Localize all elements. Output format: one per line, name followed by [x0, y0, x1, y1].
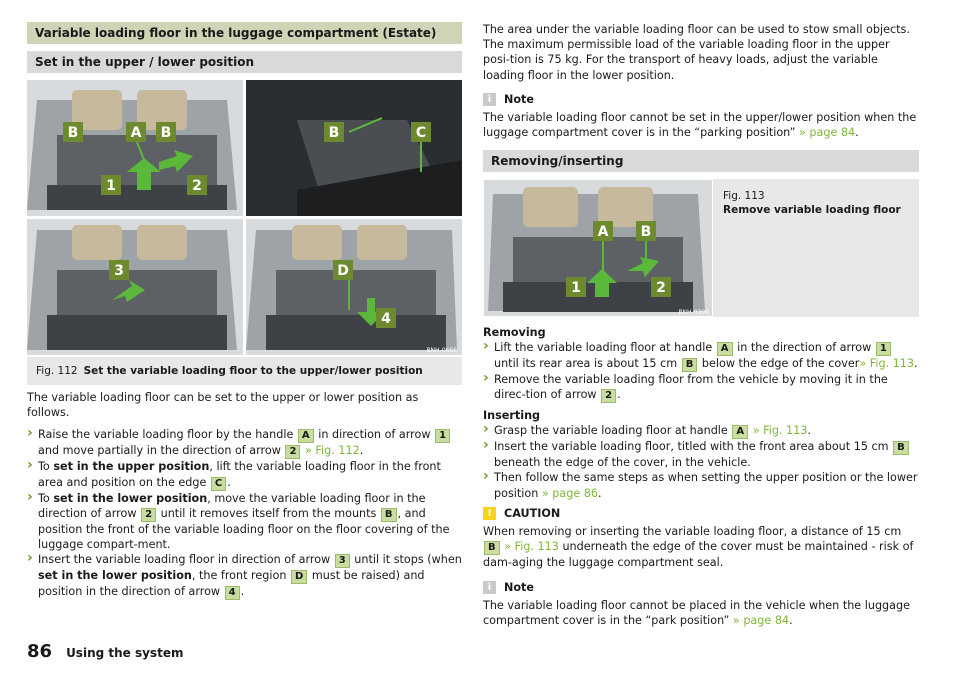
key-4: 4	[225, 586, 240, 600]
info-icon: i	[483, 93, 496, 106]
figure-112-title: Set the variable loading floor to the upper/lower position	[83, 365, 423, 377]
figure-112	[27, 80, 462, 355]
step-list-item: › To set in the lower position, move the variable loading floor in the direction of arrow 2 until it removes itself from the mounts B , and position the front of the variable loading floor on the floor covering of the luggage compart-ment.	[27, 491, 462, 553]
right-intro: The area under the variable loading floor can be used to stow small objects. The maximum permissible load of the variable loading floor in the upper posi-tion is 75 kg. For the transport of heavy loads, adjust the variable loading floor in the lower position.	[483, 23, 910, 82]
step-list-item: › To set in the upper position, lift the variable loading floor in the front area and position on the edge C .	[27, 459, 462, 490]
removing-heading: Removing	[483, 326, 546, 339]
fig-112-link[interactable]: » Fig. 112	[305, 444, 360, 458]
subsection-title: Set in the upper / lower position	[27, 51, 462, 73]
left-intro: The variable loading floor can be set to the upper or lower position as follows.	[27, 391, 419, 420]
note-2-text: The variable loading floor cannot be placed in the vehicle when the luggage compartment cover is in the “park position” » page 84.	[483, 599, 910, 628]
key-1: 1	[876, 342, 891, 356]
figure-113-caption	[723, 189, 901, 217]
key-a: A	[298, 429, 314, 443]
key-d: D	[291, 570, 307, 584]
note-2-heading: Note	[504, 581, 534, 594]
left-body	[27, 390, 462, 600]
step-list-item: › Grasp the variable loading floor at handle A » Fig. 113.	[483, 423, 919, 439]
key-b: B	[381, 508, 397, 522]
note-1-text: The variable loading floor cannot be set in the upper/lower position when the luggage compartment cover is in the “parking position” » page 84.	[483, 111, 917, 140]
removing-inserting-title: Removing/inserting	[483, 150, 919, 172]
caution-text: When removing or inserting the variable loading floor, a distance of 15 cm B » Fig. 113 underneath the edge of the cover must be maintained - risk of dam-aging the luggage compartment seal.	[483, 525, 914, 570]
key-b: B	[682, 358, 698, 372]
caution-icon: !	[483, 507, 496, 520]
fig112-label-1: 1	[106, 178, 116, 194]
fig113-label-b: B	[640, 224, 652, 240]
fig112-label-a: A	[130, 125, 142, 141]
note-1-heading: Note	[504, 93, 534, 106]
fig112-label-4: 4	[381, 311, 391, 327]
fig113-label-2: 2	[656, 280, 666, 296]
fig112-code: BNH-0666	[426, 347, 457, 354]
key-a: A	[717, 342, 733, 356]
page-number: 86	[27, 641, 53, 662]
note-2	[483, 580, 919, 629]
key-b: B	[484, 541, 500, 555]
fig112-label-2: 2	[192, 178, 202, 194]
fig112-label-d: D	[337, 263, 349, 279]
fig112-label-b2: B	[160, 125, 172, 141]
inserting-heading: Inserting	[483, 409, 541, 422]
removing-section	[483, 325, 919, 403]
step-list-item: › Insert the variable loading floor, titled with the front area about 15 cm B beneath the edge of the cover, in the vehicle.	[483, 439, 919, 470]
figure-113-title: Remove variable loading floor	[723, 204, 901, 216]
figure-113	[483, 179, 919, 317]
step-list-item: › Raise the variable loading floor by the handle A in direction of arrow 1 and move partially in the direction of arrow 2 » Fig. 112.	[27, 427, 462, 459]
figure-113-illustration	[483, 179, 713, 317]
caution-box	[483, 506, 919, 571]
caution-heading: CAUTION	[504, 507, 561, 520]
page-footer	[27, 641, 184, 662]
fig112-label-b: B	[67, 125, 79, 141]
fig-113-link[interactable]: » Fig. 113	[859, 357, 915, 371]
key-1: 1	[435, 429, 450, 443]
fig113-label-a: A	[597, 224, 609, 240]
figure-112-number: Fig. 112	[36, 365, 78, 377]
step-list-item: › Then follow the same steps as when setting the upper position or the lower position » page 86.	[483, 470, 919, 500]
info-icon: i	[483, 581, 496, 594]
figure-112-illustration	[27, 80, 462, 355]
key-3: 3	[335, 554, 350, 568]
page-84-link[interactable]: » page 84	[799, 126, 856, 140]
fig113-label-1: 1	[571, 280, 581, 296]
step-list-item: › Insert the variable loading floor in direction of arrow 3 until it stops (when set in the lower position, the front region D must be raised) and position in the direction of arrow 4 .	[27, 552, 462, 600]
figure-113-number: Fig. 113	[723, 190, 765, 202]
step-list-item: › Remove the variable loading floor from the vehicle by moving it in the direc-tion of arrow 2 .	[483, 372, 919, 403]
fig113-code: BNH-0398	[678, 309, 709, 316]
step-list-item: › Lift the variable loading floor at handle A in the direction of arrow 1 until its rear area is about 15 cm B below the edge of the cover» Fig. 113.	[483, 340, 919, 372]
inserting-section	[483, 408, 919, 501]
key-b: B	[893, 441, 909, 455]
fig-113-link[interactable]: » Fig. 113	[504, 540, 559, 554]
key-2: 2	[285, 445, 300, 459]
fig112-label-c: C	[415, 125, 427, 141]
page-86-link[interactable]: » page 86	[541, 486, 599, 500]
key-2: 2	[141, 508, 156, 522]
fig112-label-3: 3	[114, 263, 124, 279]
key-2: 2	[601, 389, 616, 403]
fig112-label-b3: B	[328, 125, 340, 141]
key-a: A	[732, 425, 748, 439]
footer-section: Using the system	[66, 646, 184, 660]
figure-112-caption	[27, 357, 462, 385]
note-1	[483, 92, 919, 141]
fig-113-link[interactable]: » Fig. 113	[752, 424, 808, 438]
key-c: C	[211, 477, 226, 491]
page-84-link[interactable]: » page 84	[732, 614, 790, 628]
section-title: Variable loading floor in the luggage compartment (Estate)	[27, 22, 462, 44]
